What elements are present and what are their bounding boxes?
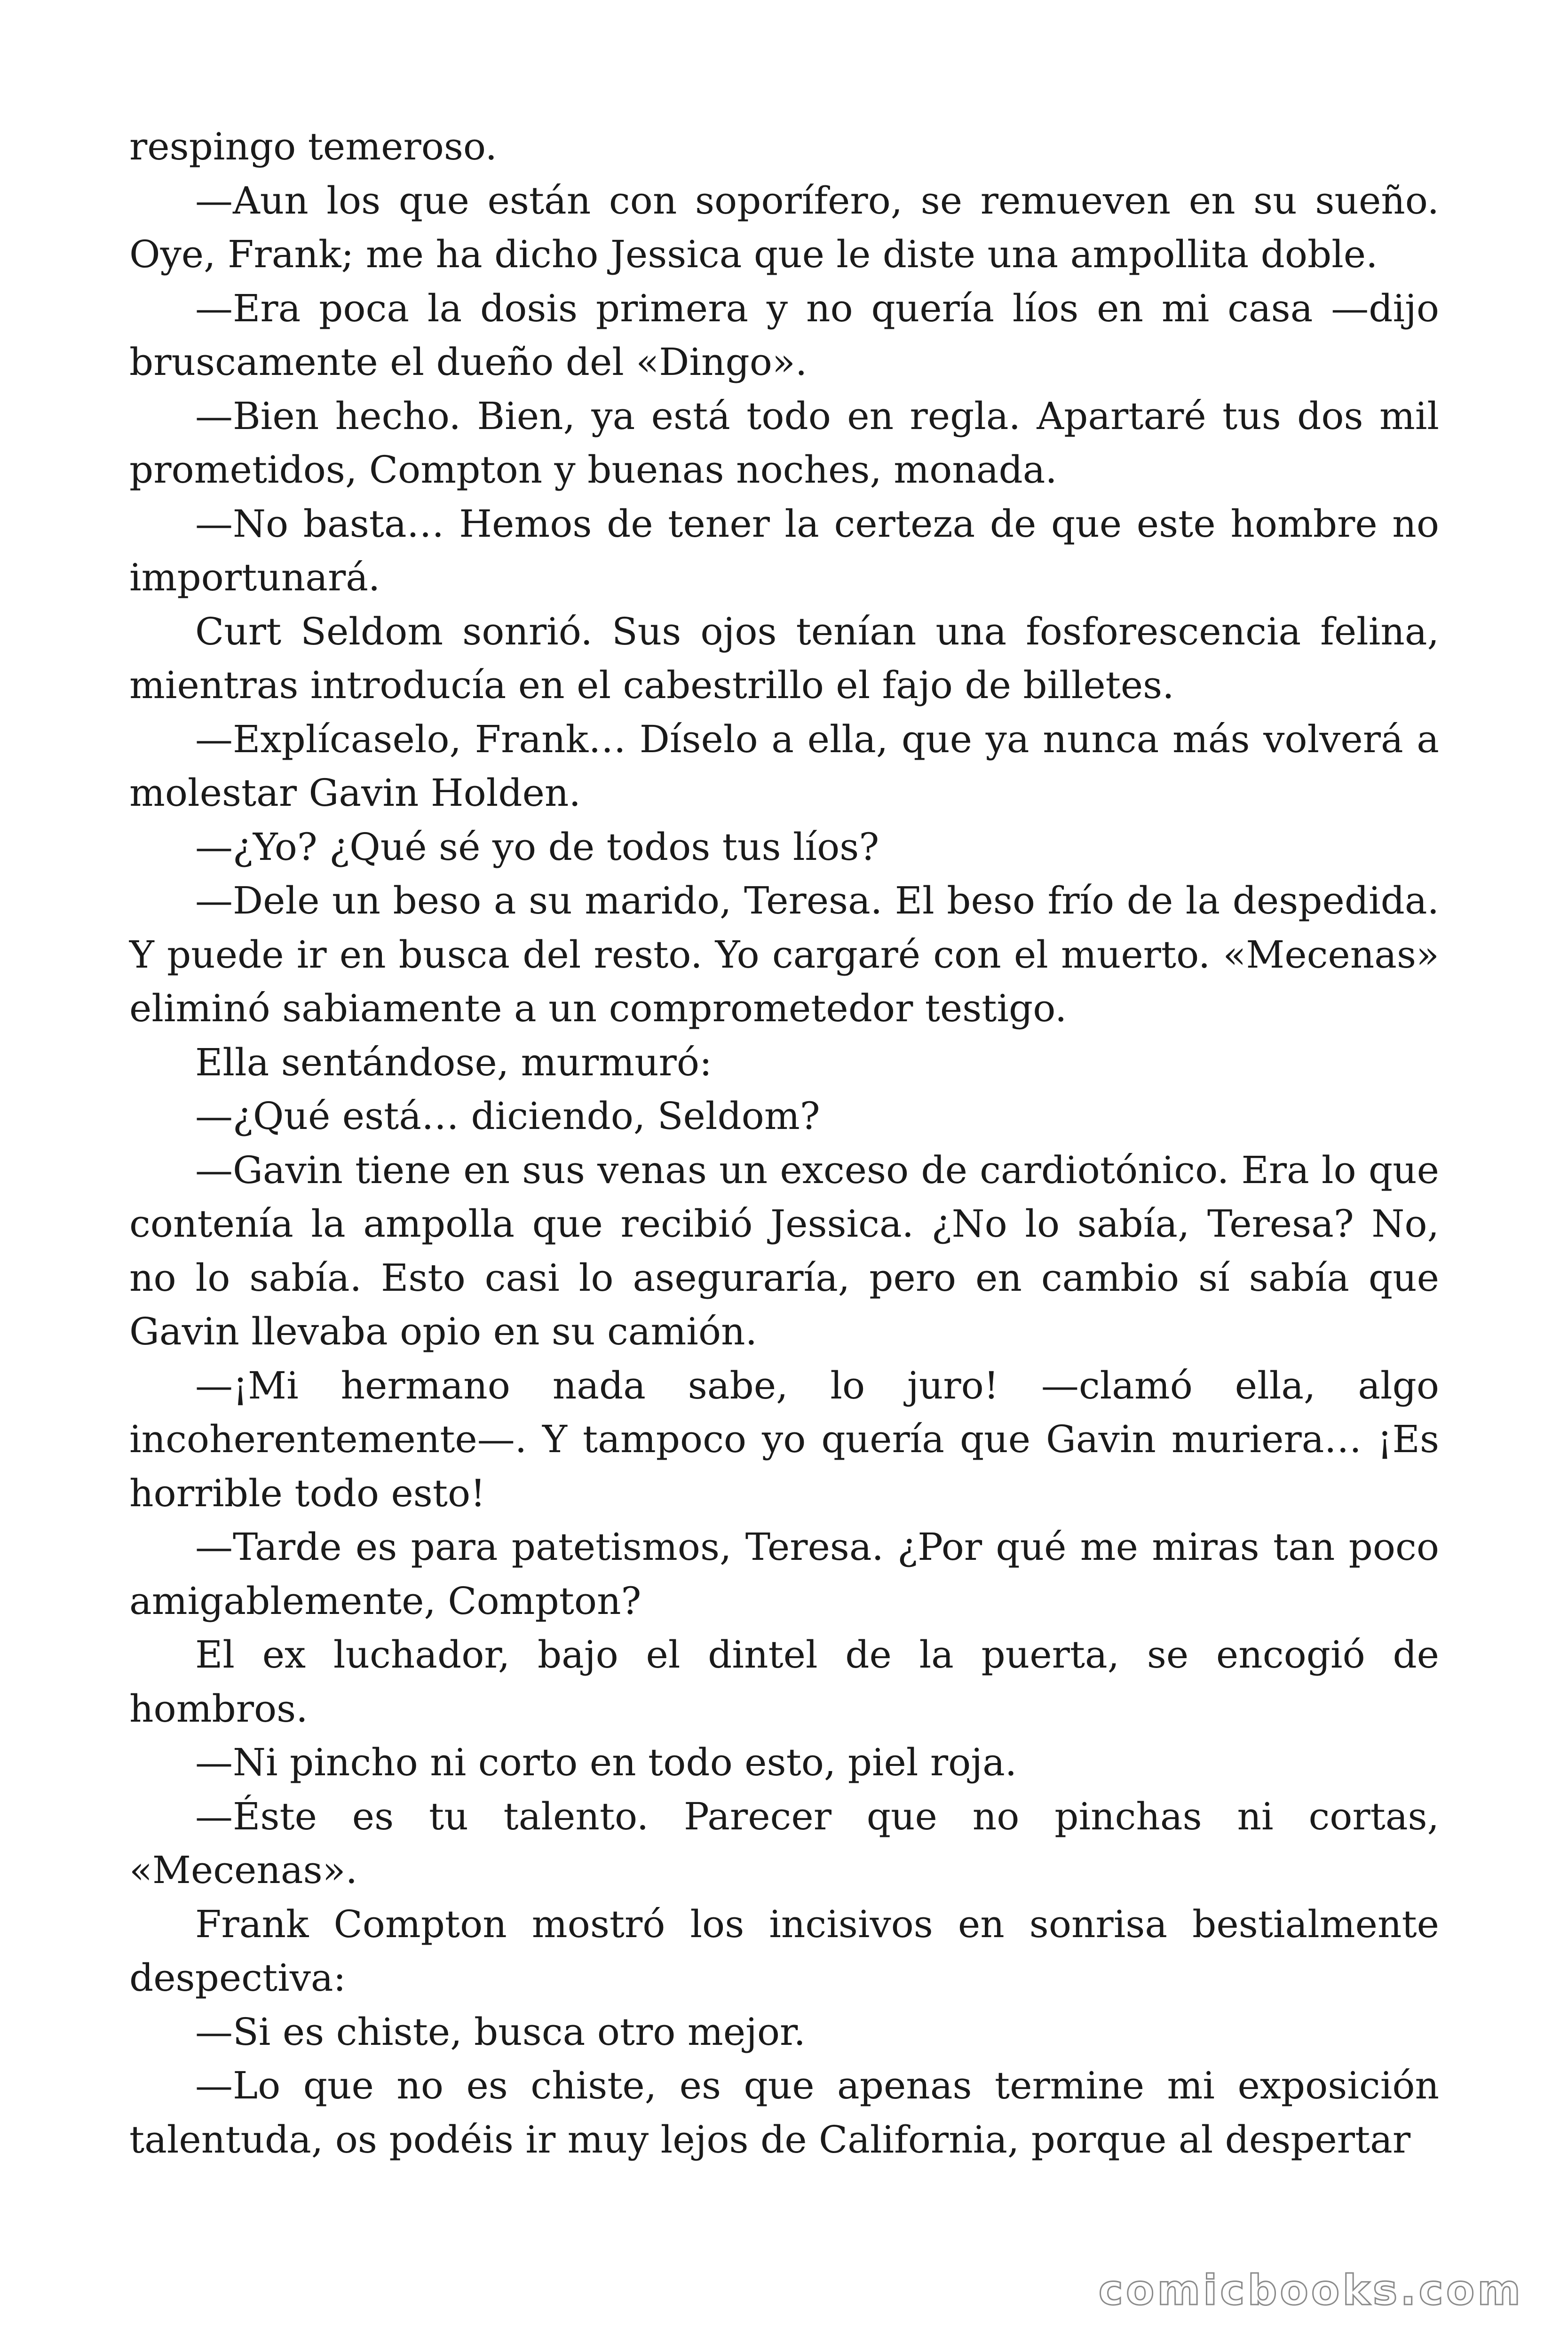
paragraph: —¡Mi hermano nada sabe, lo juro! —clamó ella, algo incoherentemente—. Y tampoco yo quería que Gavin muriera… ¡Es horrible todo esto! xyxy=(129,1363,1439,1515)
paragraph: —Aun los que están con soporífero, se remueven en su sueño. Oye, Frank; me ha dicho Jessica que le diste una ampollita doble. xyxy=(129,178,1439,276)
page-text xyxy=(129,120,1439,2167)
paragraph: —¿Qué está… diciendo, Seldom? xyxy=(195,1094,820,1138)
paragraph: —Éste es tu talento. Parecer que no pinchas ni cortas, «Mecenas». xyxy=(129,1794,1439,1892)
paragraph: —Ni pincho ni corto en todo esto, piel roja. xyxy=(195,1740,1017,1784)
paragraph: —Bien hecho. Bien, ya está todo en regla. Apartaré tus dos mil prometidos, Compton y buenas noches, monada. xyxy=(129,394,1439,492)
paragraph: —No basta… Hemos de tener la certeza de que este hombre no importunará. xyxy=(129,501,1439,599)
paragraph: Ella sentándose, murmuró: xyxy=(195,1040,712,1084)
paragraph: Curt Seldom sonrió. Sus ojos tenían una fosforescencia felina, mientras introducía en el cabestrillo el fajo de billetes. xyxy=(129,609,1439,707)
paragraph: —Si es chiste, busca otro mejor. xyxy=(195,2010,806,2054)
watermark: comicbooks.com xyxy=(1098,2266,1523,2314)
paragraph: —Explícaselo, Frank… Díselo a ella, que ya nunca más volverá a molestar Gavin Holden. xyxy=(129,717,1439,815)
paragraph: —Gavin tiene en sus venas un exceso de cardiotónico. Era lo que contenía la ampolla que recibió Jessica. ¿No lo sabía, Teresa? No, no lo sabía. Esto casi lo aseguraría, pero en cambio sí sabía que Gavin llevaba opio en su camión. xyxy=(129,1148,1439,1353)
paragraph: El ex luchador, bajo el dintel de la puerta, se encogió de hombros. xyxy=(129,1633,1439,1731)
paragraph: —¿Yo? ¿Qué sé yo de todos tus líos? xyxy=(195,825,879,869)
paragraph: —Era poca la dosis primera y no quería líos en mi casa —dijo bruscamente el dueño del «Dingo». xyxy=(129,286,1439,384)
paragraph: —Dele un beso a su marido, Teresa. El beso frío de la despedida. Y puede ir en busca del resto. Yo cargaré con el muerto. «Mecenas» eliminó sabiamente a un comprometedor testigo. xyxy=(129,879,1439,1030)
paragraph: —Tarde es para patetismos, Teresa. ¿Por qué me miras tan poco amigablemente, Compton? xyxy=(129,1525,1439,1623)
paragraph: —Lo que no es chiste, es que apenas termine mi exposición talentuda, os podéis ir muy lejos de California, porque al despertar xyxy=(129,2064,1439,2161)
paragraph: respingo temeroso. xyxy=(129,125,498,168)
paragraph: Frank Compton mostró los incisivos en sonrisa bestialmente despectiva: xyxy=(129,1902,1439,2000)
